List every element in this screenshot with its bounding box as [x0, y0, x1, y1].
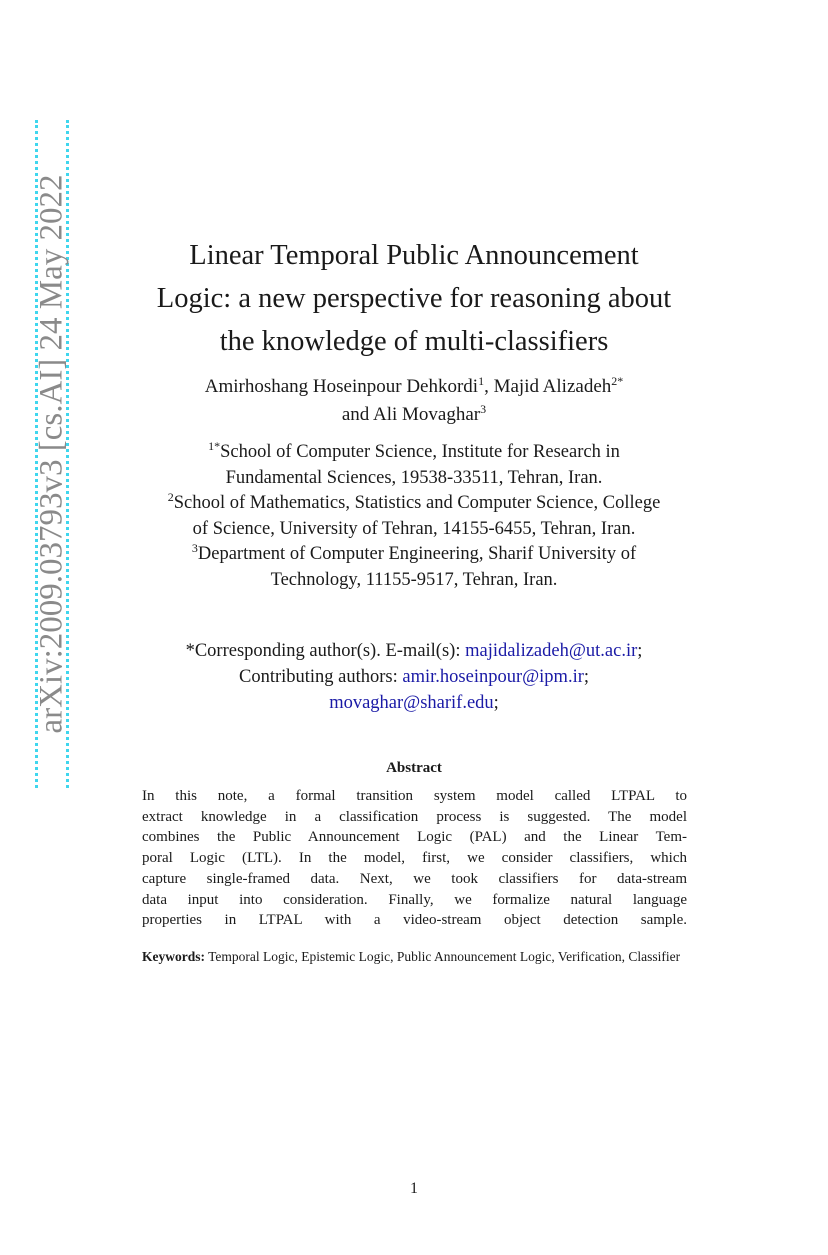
arxiv-identifier-text: arXiv:2009.03793v3 [cs.AI] 24 May 2022	[33, 174, 70, 734]
keywords-text: Temporal Logic, Epistemic Logic, Public Announcement Logic, Verification, Classifier	[205, 949, 681, 964]
author-name-3: and Ali Movaghar	[341, 404, 481, 425]
abstract-line: data input into consideration. Finally, we formalize natural language	[142, 891, 687, 908]
title-line-1: Linear Temporal Public Announcement	[189, 240, 639, 272]
arxiv-identifier-stamp	[35, 120, 69, 788]
keywords-section	[142, 948, 687, 967]
affiliation-2-line-1	[100, 491, 728, 517]
abstract-line: In this note, a formal transition system model called LTPAL to	[142, 788, 687, 804]
keywords-label: Keywords:	[142, 949, 205, 964]
abstract-line: capture single-framed data. Next, we took classifiers for data-stream	[142, 870, 687, 887]
contact-info	[100, 638, 728, 716]
abstract-line: extract knowledge in a classification process is suggested. The model	[142, 808, 687, 825]
contributing-email-link-1[interactable]: amir.hoseinpour@ipm.ir	[402, 667, 584, 687]
author-name-1: Amirhoshang Hoseinpour Dehkordi	[204, 376, 479, 397]
contributing-email-link-2[interactable]: movaghar@sharif.edu	[329, 693, 494, 713]
contributing-authors-line	[100, 664, 728, 690]
author-1-affiliation-mark: 1	[478, 374, 485, 388]
abstract-heading: Abstract	[386, 760, 442, 776]
title-line-3: the knowledge of multi-classifiers	[219, 326, 609, 358]
affiliation-2-mark: 2	[167, 490, 174, 504]
separator: ;	[637, 641, 643, 661]
separator: ;	[583, 667, 590, 687]
affiliation-3-line-2: Technology, 11155-9517, Tehran, Iran.	[270, 569, 558, 590]
affiliation-3-mark: 3	[191, 541, 198, 555]
authors-line-1	[100, 373, 728, 401]
author-list	[100, 373, 728, 429]
title-line-2: Logic: a new perspective for reasoning about	[156, 283, 672, 315]
contributing-label: Contributing authors:	[238, 667, 403, 687]
page-number: 1	[410, 1180, 418, 1197]
corresponding-author-line	[100, 638, 728, 664]
author-3-affiliation-mark: 3	[480, 402, 487, 416]
author-name-2: , Majid Alizadeh	[484, 376, 612, 397]
corresponding-label: *Corresponding author(s). E-mail(s):	[185, 641, 466, 661]
affiliation-list	[100, 440, 728, 593]
affiliation-1-text: School of Computer Science, Institute for Research in	[220, 442, 620, 462]
affiliation-3-line-1	[100, 542, 728, 568]
authors-line-2	[100, 401, 728, 429]
affiliation-1-line-1	[100, 440, 728, 466]
abstract-line: poral Logic (LTL). In the model, first, we consider classifiers, which	[142, 850, 687, 867]
contributing-authors-line-2	[100, 690, 728, 716]
affiliation-1-mark: 1*	[208, 439, 221, 453]
paper-title	[100, 234, 728, 363]
separator: ;	[493, 693, 499, 713]
author-2-affiliation-mark: 2*	[611, 374, 624, 388]
corresponding-email-link[interactable]: majidalizadeh@ut.ac.ir	[465, 641, 638, 661]
affiliation-1-line-2: Fundamental Sciences, 19538-33511, Tehran, Iran.	[225, 467, 603, 488]
affiliation-2-text: School of Mathematics, Statistics and Computer Science, College	[173, 493, 661, 513]
abstract-line: properties in LTPAL with a video-stream object detection sample.	[142, 912, 687, 929]
affiliation-2-line-2: of Science, University of Tehran, 14155-6455, Tehran, Iran.	[192, 518, 636, 539]
abstract-line: combines the Public Announcement Logic (PAL) and the Linear Tem-	[142, 829, 687, 846]
abstract-body	[142, 786, 687, 931]
affiliation-3-text: Department of Computer Engineering, Sharif University of	[197, 544, 637, 564]
